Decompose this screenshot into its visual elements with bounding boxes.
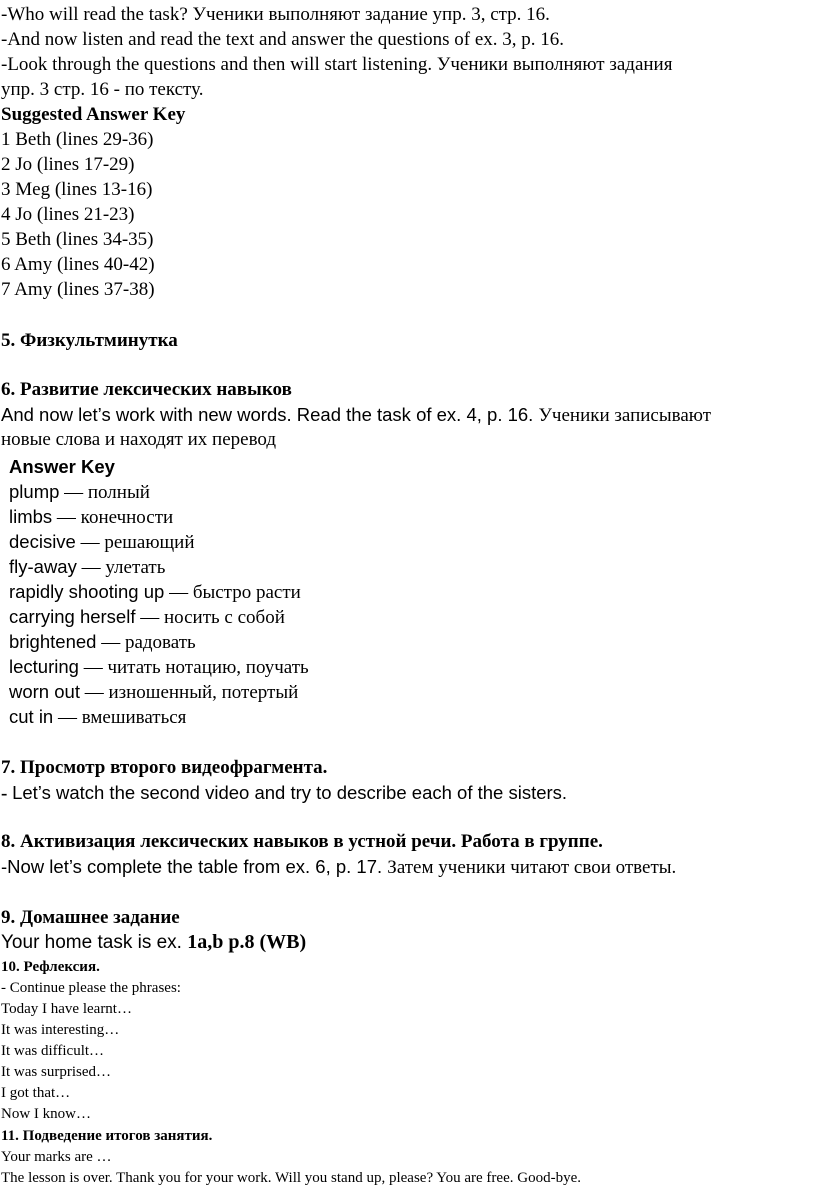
vocab-item (9, 479, 150, 505)
section-6-text-ru-2: новые слова и находят их перевод (1, 429, 277, 450)
vocab-dash: — (101, 632, 121, 653)
vocab-ru: полный (87, 482, 150, 503)
vocab-en: lecturing (9, 656, 79, 677)
vocab-item (9, 654, 309, 680)
intro-line-3: -Look through the questions and then will start listening. Ученики выполняют задания (1, 54, 673, 75)
section-6-heading: 6. Развитие лексических навыков (1, 379, 292, 400)
vocab-en: cut in (9, 706, 54, 727)
vocab-dash: — (169, 582, 189, 603)
vocab-dash: — (56, 507, 76, 528)
reflection-line: It was surprised… (1, 1064, 111, 1080)
answer-key-item: 7 Amy (lines 37-38) (1, 279, 155, 300)
vocab-ru: читать нотацию, поучать (107, 657, 309, 678)
vocab-en: carrying herself (9, 606, 136, 627)
summary-line: The lesson is over. Thank you for your work. Will you stand up, please? You are free. Good-bye. (1, 1170, 581, 1186)
section-9-text (1, 930, 306, 955)
vocab-dash: — (140, 607, 160, 628)
vocab-ru: носить с собой (163, 607, 285, 628)
vocab-dash: — (64, 482, 84, 503)
section-6-text-en: And now let’s work with new words. Read the task of ex. 4, p. 16. (1, 404, 539, 425)
section-8-heading: 8. Активизация лексических навыков в устной речи. Работа в группе. (1, 831, 603, 852)
vocab-ru: вмешиваться (81, 707, 187, 728)
answer-key-item: 6 Amy (lines 40-42) (1, 254, 155, 275)
reflection-line: I got that… (1, 1085, 71, 1101)
vocab-ru: решающий (104, 532, 195, 553)
vocab-ru: изношенный, потертый (108, 682, 299, 703)
answer-key-heading: Suggested Answer Key (1, 104, 186, 125)
vocab-dash: — (83, 657, 103, 678)
section-8-text-ru: Затем ученики читают свои ответы. (387, 857, 677, 878)
vocab-dash: — (84, 682, 104, 703)
vocab-ru: быстро расти (192, 582, 301, 603)
vocab-en: decisive (9, 531, 76, 552)
section-7-text (1, 780, 567, 806)
answer-key-item: 3 Meg (lines 13-16) (1, 179, 153, 200)
answer-key-item: 1 Beth (lines 29-36) (1, 129, 154, 150)
vocab-dash: — (80, 532, 100, 553)
section-6-text (1, 402, 711, 428)
vocab-ru: радовать (124, 632, 196, 653)
section-10-heading: 10. Рефлексия. (1, 959, 100, 975)
vocab-item (9, 579, 301, 605)
vocab-item (9, 604, 285, 630)
section-9-heading: 9. Домашнее задание (1, 907, 180, 928)
answer-key-item: 5 Beth (lines 34-35) (1, 229, 154, 250)
vocab-dash: — (57, 707, 77, 728)
vocab-item (9, 554, 165, 580)
vocab-item (9, 504, 173, 530)
section-5-heading: 5. Физкультминутка (1, 330, 178, 351)
vocab-en: rapidly shooting up (9, 581, 165, 602)
intro-line-1: -Who will read the task? Ученики выполняют задание упр. 3, стр. 16. (1, 4, 550, 25)
summary-line: Your marks are … (1, 1149, 112, 1165)
answer-key-item: 4 Jo (lines 21-23) (1, 204, 135, 225)
vocab-en: worn out (9, 681, 80, 702)
vocab-dash: — (81, 557, 101, 578)
vocab-en: limbs (9, 506, 53, 527)
vocab-item (9, 704, 186, 730)
section-11-heading: 11. Подведение итогов занятия. (1, 1128, 213, 1144)
section-7-dash: - (1, 783, 13, 804)
vocab-item (9, 529, 195, 555)
section-9-text-bold: 1a,b p.8 (WB) (187, 931, 307, 953)
section-7-heading: 7. Просмотр второго видеофрагмента. (1, 757, 328, 778)
vocab-en: brightened (9, 631, 97, 652)
vocab-en: fly-away (9, 556, 77, 577)
answer-key-item: 2 Jo (lines 17-29) (1, 154, 135, 175)
section-8-text-en: -Now let’s complete the table from ex. 6, p. 17. (1, 856, 388, 877)
reflection-line: Now I know… (1, 1106, 91, 1122)
reflection-line: It was difficult… (1, 1043, 105, 1059)
vocab-key-heading: Answer Key (9, 456, 115, 477)
section-6-text-ru: Ученики записывают (538, 405, 712, 426)
section-7-text-en: Let’s watch the second video and try to describe each of the sisters. (12, 782, 568, 803)
reflection-line: Today I have learnt… (1, 1001, 132, 1017)
section-9-text-en: Your home task is ex. (1, 932, 188, 953)
vocab-item (9, 679, 298, 705)
vocab-ru: улетать (105, 557, 166, 578)
reflection-line: It was interesting… (1, 1022, 120, 1038)
reflection-line: - Continue please the phrases: (1, 980, 181, 996)
section-8-text (1, 854, 676, 880)
vocab-item (9, 629, 196, 655)
intro-line-2: -And now listen and read the text and answer the questions of ex. 3, p. 16. (1, 29, 565, 50)
intro-line-4: упр. 3 стр. 16 - по тексту. (1, 79, 204, 100)
vocab-ru: конечности (80, 507, 174, 528)
vocab-en: plump (9, 481, 60, 502)
